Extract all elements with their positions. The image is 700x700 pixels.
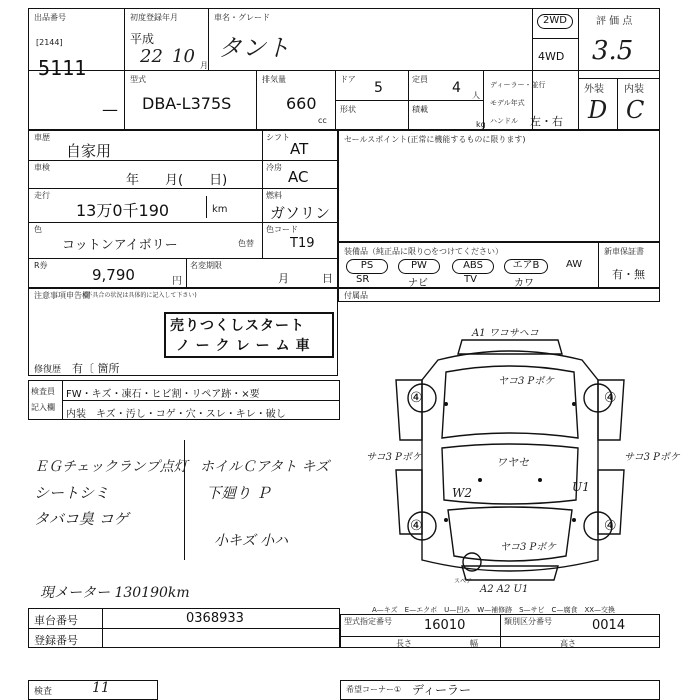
chassis-number: 0368933 <box>186 611 244 626</box>
drive-2wd: 2WD <box>537 14 573 29</box>
handle: 左・右 <box>530 115 563 128</box>
seats-unit: 人 <box>472 91 480 100</box>
recycle: 9,790 <box>92 266 135 284</box>
equip-tv: TV <box>464 274 477 285</box>
lot-dash: — <box>102 100 118 119</box>
equipment-option-label: 新車保証書 <box>604 247 644 256</box>
diagram-note-left: サコ3 Pポケ <box>366 452 422 463</box>
diagram-spare: スペア <box>454 578 473 585</box>
hand-note-6: 小キズ 小ハ <box>214 533 289 549</box>
diagram-note-front: ヤコ3 Pポケ <box>498 376 555 387</box>
stamp-line2: ノークレーム車 <box>176 338 316 354</box>
damage-legend: A—キズ E—エクボ U—凹み W—補修跡 S—サビ C—腐食 XX—交換 <box>372 606 616 614</box>
width-label: 幅 <box>470 639 478 648</box>
month-unit: 月 <box>200 61 208 70</box>
inspect-label: 検査 <box>34 687 53 697</box>
reg-deadline-month: 月 <box>278 272 289 285</box>
fuel: ガソリン <box>270 204 331 222</box>
color-code: T19 <box>290 236 315 251</box>
equip-sr: SR <box>356 274 370 285</box>
sales-point-label: セールスポイント(正常に機能するものに限ります) <box>344 135 526 144</box>
equip-airbag: エアB <box>504 259 548 274</box>
handle-label: ハンドル <box>490 117 518 125</box>
equipment-label: 装備品（純正品に限り○をつけてください） <box>344 247 503 256</box>
ac: AC <box>288 168 309 186</box>
reg-number-label: 登録番号 <box>34 634 78 647</box>
disp-unit: cc <box>318 116 327 125</box>
equip-abs: ABS <box>452 259 494 274</box>
doors: 5 <box>374 80 383 96</box>
hand-note-5: 下廻り Ｐ <box>206 484 271 502</box>
shift: AT <box>290 140 309 158</box>
disp: 660 <box>286 94 317 113</box>
seats-label: 定員 <box>412 75 428 84</box>
exterior-label: 外装 <box>584 84 604 95</box>
doors-label: ドア <box>340 75 356 84</box>
usage-label: 車歴 <box>34 133 50 142</box>
dealer-label: ディーラー・並行 <box>490 81 546 89</box>
repair-value: 有〔 箇所 <box>72 362 120 375</box>
reg-deadline-day: 日 <box>322 272 333 285</box>
equip-leather: カワ <box>514 278 534 289</box>
car-name: タント <box>218 34 290 62</box>
color-change-label: 色替 <box>238 239 254 248</box>
mileage-label: 走行 <box>34 191 50 200</box>
diagram-note-w2: W2 <box>452 486 472 500</box>
diagram-note-center: ワヤセ <box>496 456 529 469</box>
hand-note-1: ＥＧチェックランプ点灯 <box>34 459 188 475</box>
seats: 4 <box>452 80 461 96</box>
mileage: 13万0千190 <box>76 201 170 220</box>
reg-year: 22 <box>140 46 163 67</box>
inspector-row1: FW・キズ・凍石・ヒビ割・リペア跡・×要 <box>66 389 260 400</box>
height-label: 高さ <box>560 639 576 648</box>
shift-label: シフト <box>266 133 290 142</box>
inspector-row2-label: 内装 <box>66 409 86 420</box>
wheel-mark-rl: ④ <box>410 518 423 534</box>
diagram-note-u1: U1 <box>572 480 590 494</box>
type-number: 0014 <box>592 618 626 633</box>
year-label: 初度登録年月 <box>130 13 178 22</box>
model-year-label: モデル年式 <box>490 99 525 107</box>
inspect-value: 11 <box>92 680 110 696</box>
drive-4wd: 4WD <box>538 50 565 63</box>
inspection: 年 月( 日) <box>126 173 228 188</box>
disp-label: 排気量 <box>262 75 286 84</box>
inspector-label-1: 検査員 <box>31 387 55 396</box>
diagram-note-rear: ヤコ3 Pポケ <box>500 542 557 553</box>
exterior-grade: D <box>588 96 608 124</box>
model-label: 型式 <box>130 75 146 84</box>
chassis-label: 車台番号 <box>34 614 78 627</box>
model-cert-label: 型式指定番号 <box>344 617 392 626</box>
diagram-note-right: サコ3 Pポケ <box>624 452 680 463</box>
usage: 自家用 <box>66 142 112 160</box>
accessories-box <box>338 288 660 302</box>
sales-point-box <box>338 130 660 242</box>
era: 平成 <box>130 32 155 46</box>
reg-month: 10 <box>172 46 195 67</box>
ac-label: 冷房 <box>266 163 282 172</box>
interior-grade: C <box>626 96 645 124</box>
equip-guarantee: 有・無 <box>612 268 645 281</box>
model: DBA-L375S <box>142 94 232 113</box>
lot-sub: [2144] <box>36 38 63 47</box>
hand-note-7: 現メーター 130190km <box>40 585 190 601</box>
score: 3.5 <box>592 36 634 66</box>
fuel-label: 燃料 <box>266 191 282 200</box>
color-code-label: 色コード <box>266 225 298 234</box>
recycle-unit: 円 <box>172 276 182 287</box>
shape-label: 形状 <box>340 105 356 114</box>
inspection-label: 車検 <box>34 163 50 172</box>
wheel-mark-fl: ④ <box>410 390 423 406</box>
wheel-mark-fr: ④ <box>604 390 617 406</box>
load-label: 積載 <box>412 105 428 114</box>
notes-sub: (不具合の状況は具体的に記入して下さい) <box>84 292 197 299</box>
lot-label: 出品番号 <box>34 13 66 22</box>
recycle-label: R券 <box>34 261 48 270</box>
notes-label: 注意事項申告欄 <box>34 291 90 300</box>
inspector-row2: キズ・汚し・コゲ・穴・スレ・キレ・破し <box>96 409 286 420</box>
hand-note-4: ホイルＣアタト キズ <box>200 459 330 475</box>
corner-label: 希望コーナー① <box>346 685 402 694</box>
equip-aw: AW <box>566 259 583 270</box>
load-unit: kg <box>476 120 486 129</box>
hand-note-2: シートシミ <box>34 484 110 502</box>
accessories-label: 付属品 <box>344 291 368 300</box>
type-label: 類別区分番号 <box>504 617 552 626</box>
length-label: 長さ <box>396 639 412 648</box>
color-label: 色 <box>34 225 42 234</box>
equip-ps: PS <box>346 259 388 274</box>
wheel-mark-rr: ④ <box>604 518 617 534</box>
equip-pw: PW <box>398 259 440 274</box>
score-label: 評 価 点 <box>596 16 633 27</box>
hand-note-3: タバコ臭 コゲ <box>34 510 129 528</box>
inspector-label-2: 記入欄 <box>31 403 55 412</box>
repair-label: 修復歴 <box>34 365 62 375</box>
corner-value: ディーラー <box>412 683 472 697</box>
mileage-unit: km <box>212 204 228 215</box>
reg-deadline-label: 名変期限 <box>190 261 222 270</box>
interior-label: 内装 <box>624 84 644 95</box>
color: コットンアイボリー <box>62 238 178 253</box>
stamp-line1: 売りつくしスタート <box>170 318 305 334</box>
name-label: 車名・グレード <box>214 13 270 22</box>
equip-navi: ナビ <box>408 278 428 289</box>
lot-number: 5111 <box>38 56 87 80</box>
diagram-note-top: A1 ワコサヘコ <box>472 328 539 339</box>
diagram-note-bottom: A2 A2 U1 <box>480 584 529 595</box>
model-cert: 16010 <box>424 618 466 633</box>
